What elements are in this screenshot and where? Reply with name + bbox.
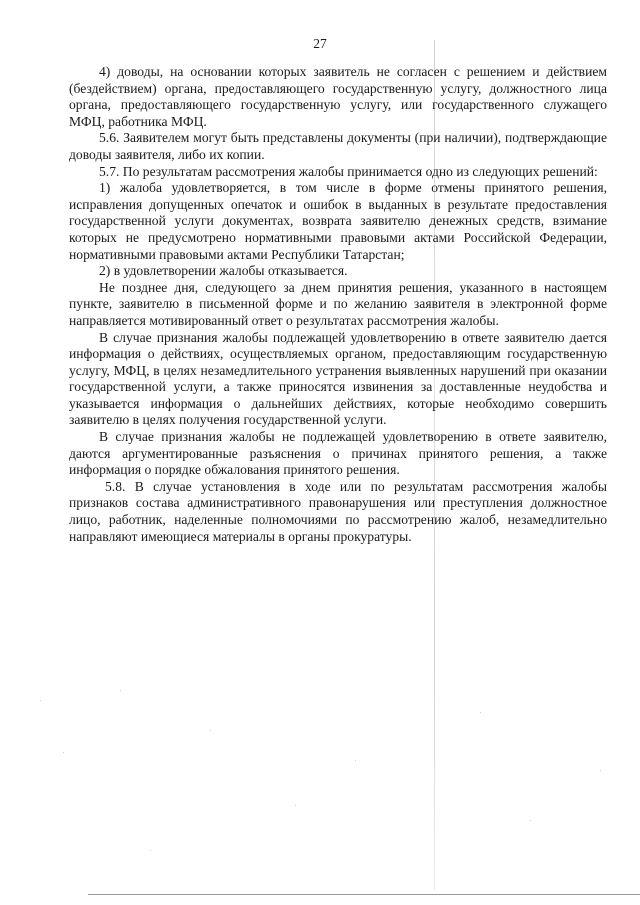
paragraph-5-7-option-1: 1) жалоба удовлетворяется, в том числе в форме отмены принятого решения, исправления допущенных опечаток и ошибок в выданных в результате предоставления государственной услуги документах, возврата заявителю денежных средств, взимание которых не предусмотрено нормативными правовыми актами Российской Федерации, нормативными правовыми актами Республики Татарстан; [69, 180, 607, 262]
paragraph-5-8: 5.8. В случае установления в ходе или по результатам рассмотрения жалобы признаков состава административного правонарушения или преступления должностное лицо, работник, наделенные полномочиями по рассмотрению жалоб, незамедлительно направляют имеющиеся материалы в органы прокуратуры. [69, 478, 607, 544]
paragraph-complaint-satisfied: В случае признания жалобы подлежащей удовлетворению в ответе заявителю дается информация о действиях, осуществляемых органом, предоставляющим государственную услугу, МФЦ, в целях незамедлительного устранения выявленных нарушений при оказании государственной услуги, а также приносятся извинения за доставленные неудобства и указывается информация о дальнейших действиях, которые необходимо совершить заявителю в целях получения государственной услуги. [69, 329, 607, 428]
page-number: 27 [313, 36, 327, 51]
paragraph-5-7: 5.7. По результатам рассмотрения жалобы принимается одно из следующих решений: [99, 163, 598, 179]
document-body [69, 64, 607, 545]
paragraph-item-4-arguments: 4) доводы, на основании которых заявитель не согласен с решением и действием (бездействием) органа, предоставляющего государственную услугу, должностного лица органа, предоставляющего государственную услугу, или государственного служащего МФЦ, работника МФЦ. [69, 64, 607, 129]
paragraph-5-7-option-2: 2) в удовлетворении жалобы отказывается. [99, 263, 348, 279]
paragraph-response-deadline: Не позднее дня, следующего за днем принятия решения, указанного в настоящем пункте, заявителю в письменной форме и по желанию заявителя в электронной форме направляется мотивированный ответ о результатах рассмотрения жалобы. [69, 279, 607, 328]
paragraph-complaint-rejected: В случае признания жалобы не подлежащей удовлетворению в ответе заявителю, даются аргументированные разъяснения о причинах принятого решения, а также информация о порядке обжалования принятого решения. [69, 429, 607, 478]
paragraph-5-6: 5.6. Заявителем могут быть представлены документы (при наличии), подтверждающие доводы заявителя, либо их копии. [69, 130, 607, 162]
scan-bottom-edge [88, 894, 640, 895]
